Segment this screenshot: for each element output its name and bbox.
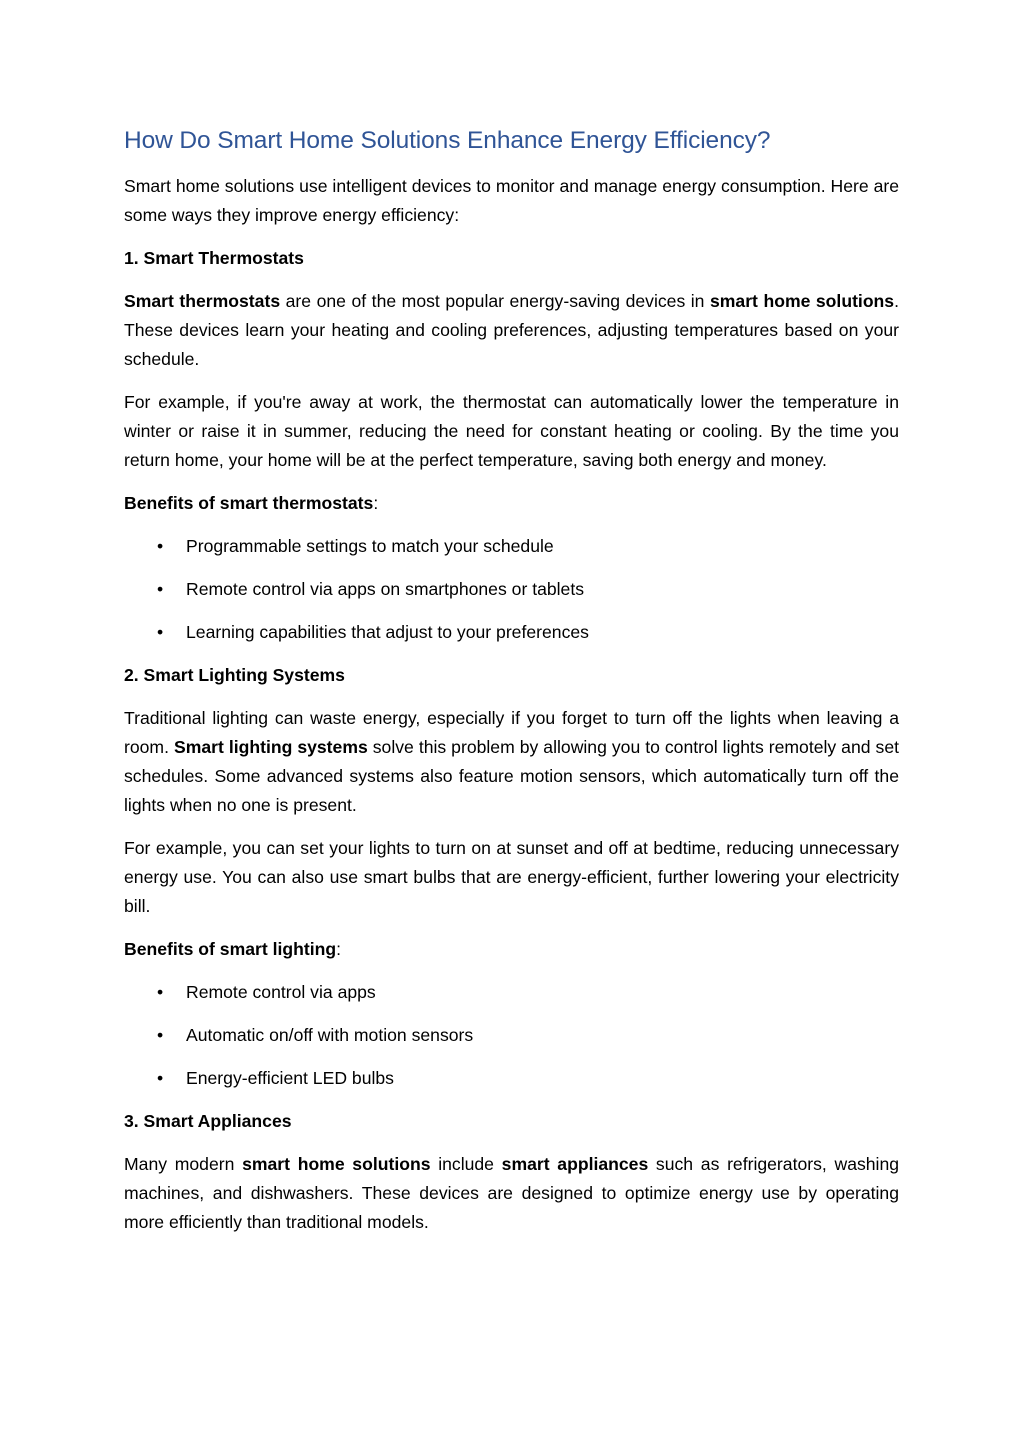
list-item-text: Automatic on/off with motion sensors <box>186 1025 474 1045</box>
text-run: include <box>430 1154 502 1174</box>
section-heading-thermostats: 1. Smart Thermostats <box>124 248 304 268</box>
text-run: are one of the most popular energy-saving devices in <box>280 291 710 311</box>
list-item <box>124 978 899 1007</box>
thermostats-benefits-label <box>124 489 899 518</box>
lighting-benefits-list <box>124 978 899 1093</box>
text-run: Traditional lighting can waste energy, especially if you forget to turn off the lights when leaving a room. <box>124 708 899 757</box>
bullet-icon: • <box>157 536 164 556</box>
list-item <box>124 1064 899 1093</box>
label-suffix: : <box>336 939 342 959</box>
lighting-paragraph-2: For example, you can set your lights to turn on at sunset and off at bedtime, reducing unnecessary energy use. You can also use smart bulbs that are energy-efficient, further lowering your electricity bill. <box>124 838 899 916</box>
bold-label: Benefits of smart lighting <box>124 939 337 959</box>
list-item <box>124 1021 899 1050</box>
bold-term: smart home solutions <box>710 291 895 311</box>
document-title: How Do Smart Home Solutions Enhance Energy Efficiency? <box>124 127 771 154</box>
bold-label: Benefits of smart thermostats <box>124 493 374 513</box>
intro-paragraph: Smart home solutions use intelligent devices to monitor and manage energy consumption. Here are some ways they improve energy efficiency: <box>124 176 899 225</box>
thermostats-paragraph-2: For example, if you're away at work, the thermostat can automatically lower the temperature in winter or raise it in summer, reducing the need for constant heating or cooling. By the time you return home, your home will be at the perfect temperature, saving both energy and money. <box>124 392 899 470</box>
text-run: . These devices learn your heating and cooling preferences, adjusting temperatures based on your schedule. <box>124 291 899 369</box>
list-item-text: Learning capabilities that adjust to your preferences <box>186 622 589 642</box>
list-item <box>124 618 899 647</box>
bullet-icon: • <box>157 622 164 642</box>
bold-term: smart appliances <box>501 1154 649 1174</box>
list-item-text: Programmable settings to match your schedule <box>186 536 554 556</box>
text-run: Many modern <box>124 1154 243 1174</box>
label-suffix: : <box>373 493 379 513</box>
bold-term: smart home solutions <box>242 1154 431 1174</box>
section-heading-lighting: 2. Smart Lighting Systems <box>124 665 345 685</box>
document-page <box>124 124 899 1251</box>
list-item <box>124 532 899 561</box>
lighting-paragraph-1 <box>124 704 899 820</box>
bullet-icon: • <box>157 579 164 599</box>
list-item <box>124 575 899 604</box>
list-item-text: Energy-efficient LED bulbs <box>186 1068 394 1088</box>
thermostats-paragraph-1 <box>124 287 899 374</box>
bullet-icon: • <box>157 982 164 1002</box>
text-run: solve this problem by allowing you to control lights remotely and set schedules. Some advanced systems also feature motion sensors, which automatically turn off the lights when no one is present. <box>124 737 899 815</box>
bullet-icon: • <box>157 1068 164 1088</box>
lighting-benefits-label <box>124 935 899 964</box>
bullet-icon: • <box>157 1025 164 1045</box>
bold-term: Smart lighting systems <box>173 737 368 757</box>
appliances-paragraph-1 <box>124 1150 899 1237</box>
bold-term: Smart thermostats <box>124 291 281 311</box>
thermostats-benefits-list <box>124 532 899 647</box>
section-heading-appliances: 3. Smart Appliances <box>124 1111 292 1131</box>
text-run: such as refrigerators, washing machines, and dishwashers. These devices are designed to optimize energy use by operating more efficiently than traditional models. <box>124 1154 900 1232</box>
list-item-text: Remote control via apps on smartphones or tablets <box>186 579 585 599</box>
list-item-text: Remote control via apps <box>186 982 376 1002</box>
